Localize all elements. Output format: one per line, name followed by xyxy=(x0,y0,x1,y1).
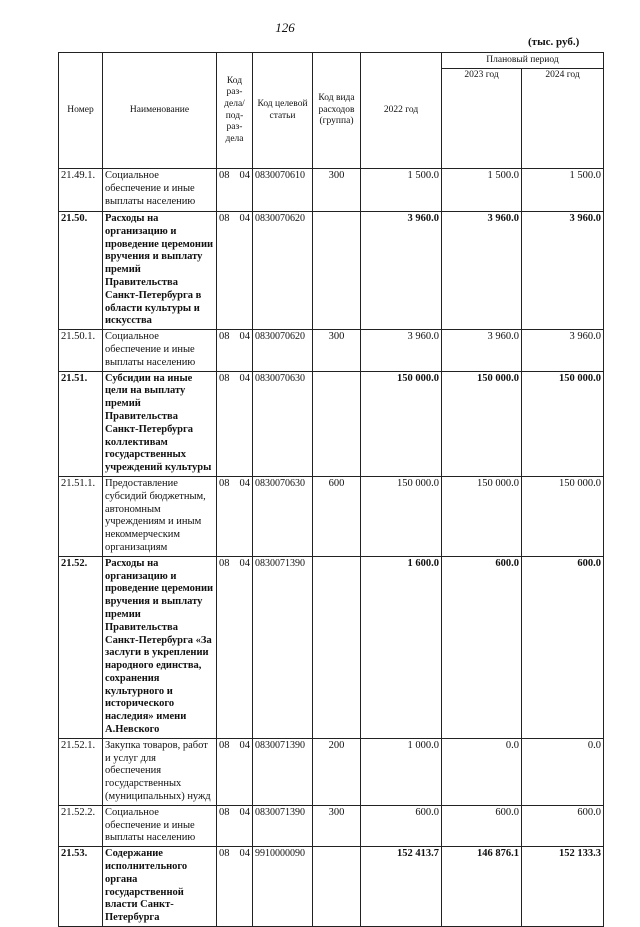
row-section-code xyxy=(217,476,253,556)
row-expense-code xyxy=(313,556,361,738)
row-section-code xyxy=(217,169,253,212)
row-value-2022: 3 960.0 xyxy=(361,330,442,371)
subsection-code: 04 xyxy=(239,739,250,751)
row-value-2023: 0.0 xyxy=(442,738,522,805)
row-expense-code: 300 xyxy=(313,330,361,371)
row-value-2024: 152 133.3 xyxy=(522,847,604,927)
row-target-code: 0830071390 xyxy=(253,805,313,846)
row-section-code xyxy=(217,805,253,846)
row-expense-code: 200 xyxy=(313,738,361,805)
row-section-code xyxy=(217,371,253,476)
row-target-code: 0830071390 xyxy=(253,556,313,738)
row-value-2023: 600.0 xyxy=(442,556,522,738)
row-value-2024: 600.0 xyxy=(522,805,604,846)
table-row xyxy=(59,556,604,738)
row-expense-code xyxy=(313,212,361,330)
subsection-code: 04 xyxy=(239,372,250,384)
subsection-code: 04 xyxy=(239,557,250,569)
table-row xyxy=(59,476,604,556)
row-number: 21.52. xyxy=(59,556,103,738)
subsection-code: 04 xyxy=(239,477,250,489)
header-2022: 2022 год xyxy=(361,53,442,169)
row-value-2024: 3 960.0 xyxy=(522,330,604,371)
row-number: 21.50. xyxy=(59,212,103,330)
row-number: 21.52.2. xyxy=(59,805,103,846)
row-section-code xyxy=(217,330,253,371)
row-name: Расходы на организацию и проведение церемонии вручения и выплату премий Правительства Санкт-Петербурга в области культуры и искусства xyxy=(103,212,217,330)
section-code: 08 xyxy=(219,331,230,343)
row-value-2022: 600.0 xyxy=(361,805,442,846)
row-value-2022: 1 600.0 xyxy=(361,556,442,738)
section-code: 08 xyxy=(219,739,230,751)
row-value-2023: 146 876.1 xyxy=(442,847,522,927)
row-value-2022: 3 960.0 xyxy=(361,212,442,330)
section-code: 08 xyxy=(219,213,230,224)
row-name: Субсидии на иные цели на выплату премий Правительства Санкт-Петербурга коллективам государственных учреждений культуры xyxy=(103,371,217,476)
section-code: 08 xyxy=(219,170,230,181)
row-expense-code: 300 xyxy=(313,169,361,212)
row-name: Социальное обеспечение и иные выплаты населению xyxy=(103,169,217,212)
row-value-2023: 150 000.0 xyxy=(442,371,522,476)
header-expense: Код вида расходов (группа) xyxy=(313,53,361,169)
header-section: Код раз-дела/ под-раз-дела xyxy=(217,53,253,169)
row-number: 21.50.1. xyxy=(59,330,103,371)
table-row xyxy=(59,805,604,846)
row-value-2022: 152 413.7 xyxy=(361,847,442,927)
row-value-2023: 150 000.0 xyxy=(442,476,522,556)
row-value-2023: 600.0 xyxy=(442,805,522,846)
row-target-code: 0830070620 xyxy=(253,330,313,371)
header-target: Код целевой статьи xyxy=(253,53,313,169)
subsection-code: 04 xyxy=(239,806,250,818)
row-name: Социальное обеспечение и иные выплаты населению xyxy=(103,330,217,371)
row-value-2024: 0.0 xyxy=(522,738,604,805)
row-value-2024: 600.0 xyxy=(522,556,604,738)
row-number: 21.49.1. xyxy=(59,169,103,212)
row-section-code xyxy=(217,847,253,927)
row-target-code: 0830070620 xyxy=(253,212,313,330)
header-planned: Плановый период xyxy=(442,53,604,69)
row-value-2022: 1 500.0 xyxy=(361,169,442,212)
table-row xyxy=(59,847,604,927)
row-target-code: 0830071390 xyxy=(253,738,313,805)
section-code: 08 xyxy=(219,372,230,384)
subsection-code: 04 xyxy=(239,848,250,860)
row-target-code: 0830070630 xyxy=(253,476,313,556)
row-number: 21.53. xyxy=(59,847,103,927)
budget-table xyxy=(58,52,604,927)
row-value-2024: 1 500.0 xyxy=(522,169,604,212)
units-label: (тыс. руб.) xyxy=(528,36,580,48)
section-code: 08 xyxy=(219,848,230,860)
subsection-code: 04 xyxy=(239,213,250,224)
header-2024: 2024 год xyxy=(522,69,604,169)
table-body xyxy=(59,169,604,927)
header-name: Наименование xyxy=(103,53,217,169)
row-value-2022: 150 000.0 xyxy=(361,476,442,556)
table-row xyxy=(59,169,604,212)
row-number: 21.51. xyxy=(59,371,103,476)
subsection-code: 04 xyxy=(239,170,250,181)
row-section-code xyxy=(217,212,253,330)
row-name: Закупка товаров, работ и услуг для обеспечения государственных (муниципальных) нужд xyxy=(103,738,217,805)
header-2023: 2023 год xyxy=(442,69,522,169)
row-value-2024: 150 000.0 xyxy=(522,476,604,556)
row-expense-code xyxy=(313,371,361,476)
page-number: 126 xyxy=(275,20,295,35)
header-number: Номер xyxy=(59,53,103,169)
row-value-2022: 150 000.0 xyxy=(361,371,442,476)
row-section-code xyxy=(217,738,253,805)
row-name: Расходы на организацию и проведение церемонии вручения и выплату премии Правительства Санкт-Петербурга «За заслуги в укреплении народного единства, сохранения культурного и исторического наследия» имени А.Невского xyxy=(103,556,217,738)
row-name: Социальное обеспечение и иные выплаты населению xyxy=(103,805,217,846)
row-section-code xyxy=(217,556,253,738)
table-row xyxy=(59,330,604,371)
row-number: 21.51.1. xyxy=(59,476,103,556)
row-expense-code: 300 xyxy=(313,805,361,846)
row-name: Содержание исполнительного органа государственной власти Санкт-Петербурга xyxy=(103,847,217,927)
section-code: 08 xyxy=(219,557,230,569)
row-target-code: 9910000090 xyxy=(253,847,313,927)
table-row xyxy=(59,212,604,330)
row-expense-code: 600 xyxy=(313,476,361,556)
row-name: Предоставление субсидий бюджетным, автономным учреждениям и иным некоммерческим организациям xyxy=(103,476,217,556)
section-code: 08 xyxy=(219,806,230,818)
row-value-2024: 3 960.0 xyxy=(522,212,604,330)
row-value-2022: 1 000.0 xyxy=(361,738,442,805)
row-target-code: 0830070610 xyxy=(253,169,313,212)
row-value-2023: 1 500.0 xyxy=(442,169,522,212)
section-code: 08 xyxy=(219,477,230,489)
row-value-2023: 3 960.0 xyxy=(442,330,522,371)
subsection-code: 04 xyxy=(239,331,250,343)
row-value-2023: 3 960.0 xyxy=(442,212,522,330)
row-expense-code xyxy=(313,847,361,927)
table-row xyxy=(59,738,604,805)
row-number: 21.52.1. xyxy=(59,738,103,805)
table-row xyxy=(59,371,604,476)
table-header xyxy=(59,53,604,169)
row-value-2024: 150 000.0 xyxy=(522,371,604,476)
row-target-code: 0830070630 xyxy=(253,371,313,476)
